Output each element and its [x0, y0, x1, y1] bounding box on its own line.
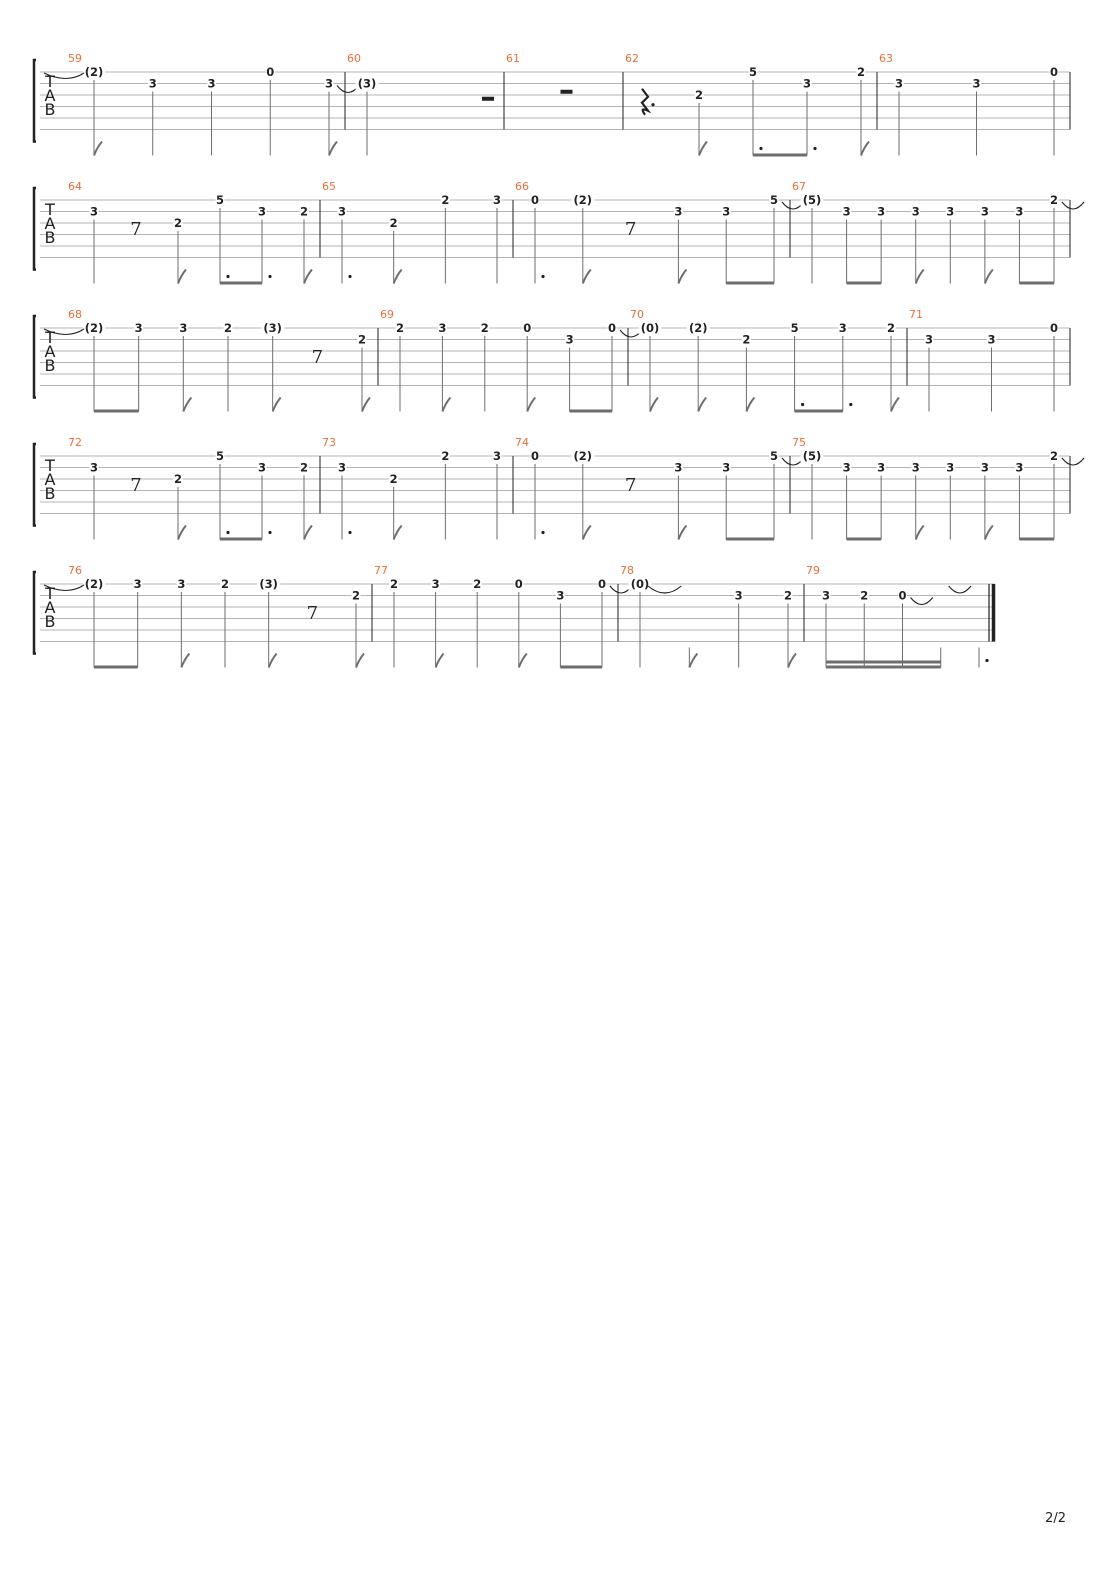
duration-dot — [226, 531, 229, 534]
note-beam-secondary — [826, 661, 941, 664]
whole-rest — [561, 90, 573, 94]
duration-dot — [268, 531, 271, 534]
eighth-rest: 7 — [130, 218, 142, 240]
note-beam — [753, 154, 807, 157]
fret-number: 3 — [179, 321, 188, 335]
measure-number: 63 — [879, 52, 893, 65]
note-beam — [847, 538, 882, 541]
measure-number: 76 — [68, 564, 82, 577]
fret-number: 3 — [431, 577, 440, 591]
note-flag — [746, 398, 754, 412]
fret-number: (5) — [802, 193, 822, 207]
fret-number: 3 — [911, 204, 920, 219]
fret-number: 2 — [886, 321, 896, 335]
note-flag — [985, 526, 993, 540]
fret-number: 3 — [257, 204, 267, 219]
note-flag — [699, 142, 707, 156]
measure-number: 78 — [620, 564, 634, 577]
measure-number: 61 — [506, 52, 520, 65]
note-flag — [442, 398, 450, 412]
measure-number: 62 — [625, 52, 639, 65]
system-bracket — [34, 60, 36, 142]
fret-number: 2 — [473, 577, 482, 591]
fret-number: (2) — [573, 193, 593, 207]
duration-dot — [541, 275, 544, 278]
fret-number: 3 — [838, 321, 847, 335]
note-flag — [788, 654, 796, 668]
measure-number: 73 — [322, 436, 336, 449]
fret-number: 0 — [530, 193, 540, 207]
note-flag — [394, 526, 402, 540]
tie-arc — [1062, 202, 1084, 209]
fret-number: 3 — [257, 460, 267, 475]
fret-number: (3) — [263, 321, 282, 335]
measure-number: 71 — [909, 308, 923, 321]
duration-dot — [985, 659, 988, 662]
note-beam — [570, 410, 612, 413]
note-flag — [273, 398, 281, 412]
fret-number: (2) — [84, 321, 104, 335]
fret-number: 3 — [911, 460, 920, 475]
note-beam — [726, 538, 774, 541]
staff-system — [34, 564, 995, 669]
note-beam — [560, 666, 602, 669]
tab-clef-letter: A — [44, 342, 56, 361]
note-beam — [220, 282, 262, 285]
fret-number: 3 — [946, 204, 955, 219]
note-flag — [916, 270, 924, 284]
note-beam — [1019, 538, 1054, 541]
note-flag — [304, 270, 312, 284]
fret-number: 3 — [674, 204, 683, 219]
note-beam — [94, 666, 138, 669]
fret-number: 2 — [783, 588, 793, 603]
note-flag — [861, 142, 869, 156]
fret-number: 3 — [894, 76, 904, 91]
tab-clef-letter: T — [45, 200, 55, 219]
fret-number: 2 — [220, 577, 230, 591]
fret-number: 3 — [148, 76, 157, 91]
fret-number: 0 — [597, 577, 607, 591]
fret-number: 2 — [856, 65, 866, 79]
note-beam — [726, 282, 774, 285]
fret-number: 0 — [523, 321, 532, 335]
fret-number: 3 — [734, 588, 743, 603]
duration-dot — [801, 403, 804, 406]
fret-number: 2 — [742, 332, 751, 347]
fret-number: 3 — [89, 204, 99, 219]
duration-dot — [268, 275, 271, 278]
tab-clef-letter: T — [45, 584, 55, 603]
note-flag — [519, 654, 527, 668]
fret-number: 3 — [842, 204, 851, 219]
fret-number: (2) — [84, 577, 104, 591]
fret-number: 3 — [924, 332, 934, 347]
fret-number: 2 — [395, 321, 405, 335]
system-bracket — [34, 444, 36, 526]
tie-arc — [648, 586, 681, 593]
measure-number: 70 — [630, 308, 644, 321]
fret-number: 2 — [441, 193, 450, 207]
system-bracket — [34, 316, 36, 398]
fret-number: 3 — [438, 321, 447, 335]
eighth-rest: 7 — [306, 602, 319, 624]
measure-number: 69 — [380, 308, 394, 321]
note-beam — [795, 410, 843, 413]
note-beam — [1019, 282, 1054, 285]
measure-number: 75 — [792, 436, 806, 449]
note-flag — [181, 654, 189, 668]
staff-system — [34, 436, 1084, 541]
fret-number: 3 — [1015, 204, 1024, 219]
fret-number: 2 — [299, 460, 309, 475]
fret-number: (2) — [573, 449, 593, 463]
fret-number: (2) — [84, 65, 104, 79]
fret-number: 3 — [492, 193, 502, 207]
measure-number: 64 — [68, 180, 82, 193]
tie-arc — [949, 586, 971, 593]
fret-number: 2 — [173, 472, 183, 486]
fret-number: 3 — [337, 460, 347, 475]
system-bracket — [34, 572, 36, 654]
note-flag — [650, 398, 658, 412]
fret-number: 3 — [89, 460, 99, 475]
fret-number: (5) — [802, 449, 822, 463]
staff-system — [34, 52, 1070, 157]
fret-number: 2 — [223, 321, 233, 335]
measure-number: 67 — [792, 180, 806, 193]
note-flag — [178, 270, 186, 284]
duration-dot — [849, 403, 852, 406]
fret-number: 3 — [842, 460, 851, 475]
fret-number: 3 — [980, 460, 989, 475]
fret-number: 3 — [722, 204, 731, 219]
staff-system — [34, 308, 1070, 413]
fret-number: (0) — [630, 577, 650, 591]
note-flag — [985, 270, 993, 284]
eighth-rest: 7 — [624, 218, 637, 240]
tab-clef-letter: T — [45, 328, 55, 347]
system-bracket — [34, 188, 36, 270]
duration-dot — [348, 531, 351, 534]
fret-number: 2 — [351, 588, 361, 603]
tie-arc — [911, 598, 933, 605]
tab-clef-letter: A — [44, 86, 56, 105]
measure-number: 79 — [806, 564, 820, 577]
fret-number: 2 — [1049, 449, 1059, 463]
fret-number: 0 — [530, 449, 540, 463]
measure-number: 72 — [68, 436, 82, 449]
fret-number: 2 — [389, 577, 399, 591]
fret-number: 3 — [1015, 460, 1024, 475]
fret-number: 3 — [821, 588, 831, 603]
note-flag — [356, 654, 364, 668]
fret-number: 3 — [337, 204, 347, 219]
page-number: 2/2 — [1045, 1511, 1066, 1526]
fret-number: 2 — [299, 204, 309, 219]
eighth-rest: 7 — [130, 474, 142, 496]
tie-arc — [1062, 458, 1084, 465]
measure-number: 59 — [68, 52, 82, 65]
duration-dot — [759, 147, 762, 150]
fret-number: 0 — [607, 321, 617, 335]
fret-number: 3 — [133, 577, 142, 591]
fret-number: 3 — [802, 76, 812, 91]
tab-clef-letter: B — [44, 228, 56, 247]
note-flag — [178, 526, 186, 540]
fret-number: 0 — [898, 588, 907, 603]
fret-number: (3) — [259, 577, 278, 591]
fret-number: (3) — [357, 76, 377, 91]
fret-number: 0 — [266, 65, 275, 79]
fret-number: 3 — [722, 460, 731, 475]
fret-number: 3 — [207, 76, 216, 91]
fret-number: 3 — [946, 460, 955, 475]
fret-number: 2 — [860, 588, 869, 603]
duration-dot — [813, 147, 816, 150]
fret-number: 3 — [565, 332, 574, 347]
note-flag — [329, 142, 337, 156]
note-beam — [220, 538, 262, 541]
fret-number: 3 — [987, 332, 996, 347]
fret-number: 3 — [492, 449, 502, 463]
note-flag — [183, 398, 191, 412]
fret-number: (0) — [640, 321, 660, 335]
quarter-rest — [642, 89, 648, 115]
tab-clef-letter: T — [45, 456, 55, 475]
fret-number: 0 — [1049, 65, 1059, 79]
tab-clef-letter: B — [44, 100, 56, 119]
fret-number: 3 — [972, 76, 981, 91]
note-flag — [394, 270, 402, 284]
fret-number: 5 — [748, 65, 758, 79]
fret-number: 3 — [324, 76, 334, 91]
fret-number: 2 — [441, 449, 450, 463]
fret-number: 3 — [877, 460, 886, 475]
fret-number: 2 — [389, 472, 398, 486]
measure-number: 68 — [68, 308, 82, 321]
note-beam — [94, 410, 139, 413]
note-flag — [583, 270, 591, 284]
fret-number: 5 — [215, 193, 225, 207]
duration-dot — [348, 275, 351, 278]
tab-clef-letter: B — [44, 356, 56, 375]
note-flag — [436, 654, 444, 668]
fret-number: 3 — [134, 321, 143, 335]
note-beam — [826, 666, 941, 669]
measure-number: 60 — [347, 52, 361, 65]
note-flag — [304, 526, 312, 540]
fret-number: 2 — [1049, 193, 1059, 207]
note-flag — [678, 526, 686, 540]
fret-number: 3 — [980, 204, 989, 219]
fret-number: 2 — [357, 332, 367, 347]
note-flag — [527, 398, 535, 412]
tab-clef-letter: A — [44, 214, 56, 233]
fret-number: 3 — [674, 460, 683, 475]
measure-number: 65 — [322, 180, 336, 193]
fret-number: 5 — [769, 449, 779, 463]
eighth-rest: 7 — [624, 474, 637, 496]
fret-number: 3 — [556, 588, 565, 603]
half-rest — [482, 97, 494, 101]
measure-number: 74 — [515, 436, 529, 449]
tab-clef-letter: A — [44, 470, 56, 489]
note-flag — [689, 654, 697, 668]
fret-number: 3 — [177, 577, 186, 591]
eighth-rest: 7 — [311, 346, 324, 368]
tab-clef-letter: B — [44, 612, 56, 631]
fret-number: 2 — [173, 216, 183, 230]
note-flag — [362, 398, 370, 412]
note-flag — [583, 526, 591, 540]
fret-number: 5 — [790, 321, 799, 335]
fret-number: 2 — [694, 88, 704, 102]
note-flag — [678, 270, 686, 284]
note-flag — [94, 142, 102, 156]
fret-number: 0 — [514, 577, 523, 591]
fret-number: 5 — [769, 193, 779, 207]
note-flag — [269, 654, 277, 668]
measure-number: 77 — [374, 564, 388, 577]
duration-dot — [226, 275, 229, 278]
duration-dot — [541, 531, 544, 534]
tab-clef-letter: T — [45, 72, 55, 91]
fret-number: 2 — [389, 216, 398, 230]
note-flag — [916, 526, 924, 540]
note-flag — [698, 398, 706, 412]
note-beam — [847, 282, 882, 285]
fret-number: 0 — [1049, 321, 1059, 335]
measure-number: 66 — [515, 180, 529, 193]
fret-number: 3 — [877, 204, 886, 219]
fret-number: (2) — [688, 321, 708, 335]
staff-system — [34, 180, 1084, 285]
rest-dot — [651, 103, 654, 106]
fret-number: 5 — [215, 449, 225, 463]
note-flag — [891, 398, 899, 412]
tab-clef-letter: B — [44, 484, 56, 503]
fret-number: 2 — [480, 321, 489, 335]
tab-clef-letter: A — [44, 598, 56, 617]
